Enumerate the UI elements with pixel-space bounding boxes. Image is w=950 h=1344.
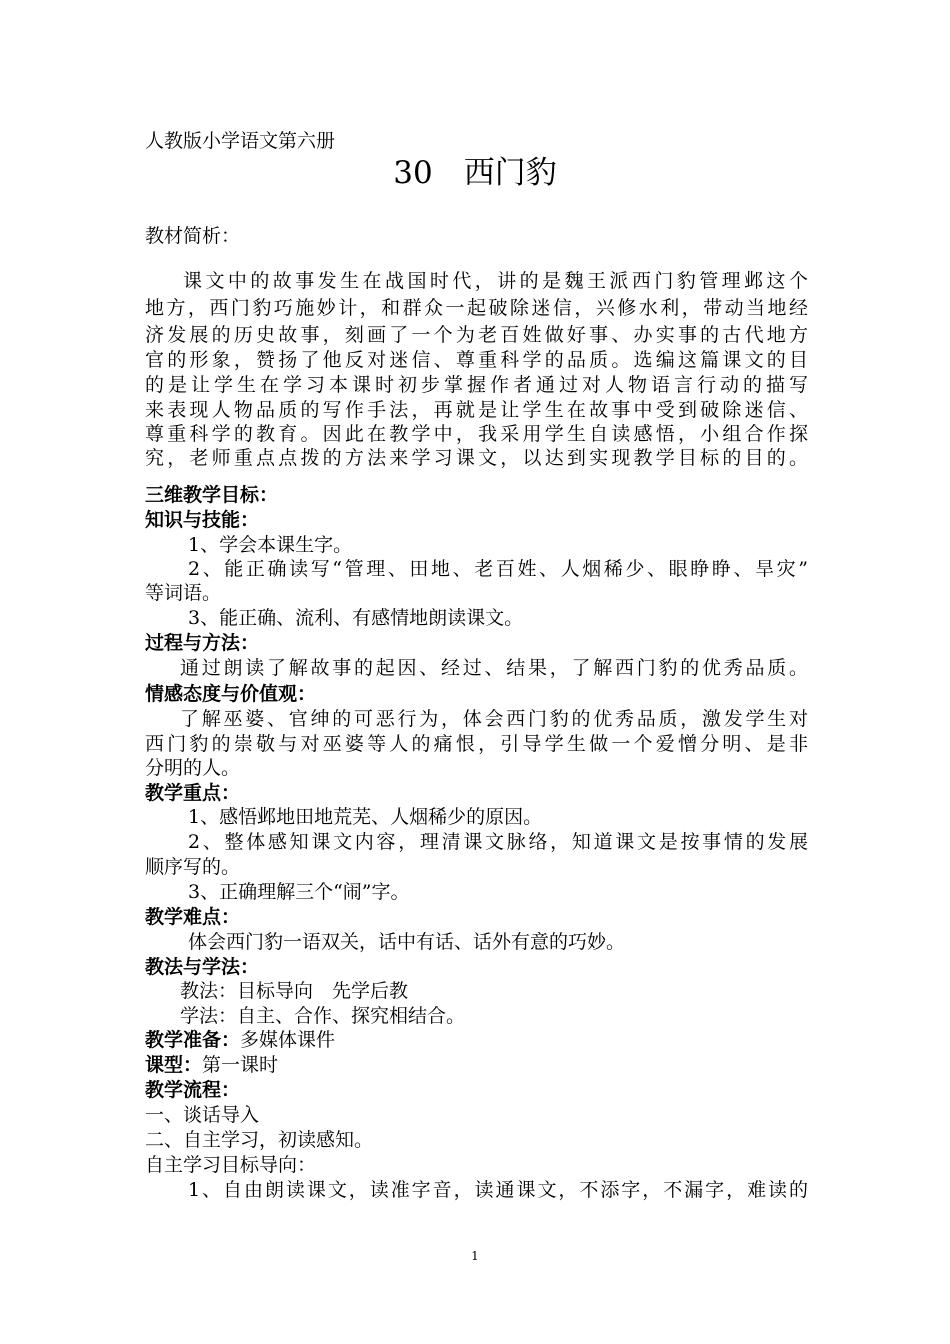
difficult-heading: 教学难点：: [145, 906, 241, 928]
analysis-line: 究，老师重点点拨的方法来学习课文，以达到实现教学目标的目的。: [145, 447, 808, 469]
knowledge-item: 1、学会本课生字。: [188, 534, 353, 556]
difficult-text: 体会西门豹一语双关，话中有话、话外有意的巧妙。: [188, 931, 626, 953]
flow-item: 一、谈话导入: [145, 1104, 260, 1126]
method-heading: 教法与学法：: [145, 956, 260, 978]
emotion-line: 了解巫婆、官绅的可恶行为，体会西门豹的优秀品质，激发学生对: [180, 708, 808, 730]
analysis-line: 济发展的历史故事，刻画了一个为老百姓做好事、办实事的古代地方: [145, 324, 808, 346]
prep-label: 教学准备：: [145, 1029, 241, 1051]
emotion-heading: 情感态度与价值观：: [145, 683, 317, 705]
knowledge-heading: 知识与技能：: [145, 509, 260, 531]
analysis-line: 来表现人物品质的写作手法，再就是让学生在故事中受到破除迷信、: [145, 399, 808, 421]
analysis-line: 官的形象，赞扬了他反对迷信、尊重科学的品质。选编这篇课文的目: [145, 349, 808, 371]
knowledge-item-continued: 等词语。: [145, 582, 222, 604]
flow-guide: 自主学习目标导向：: [145, 1154, 317, 1176]
key-item-continued: 顺序写的。: [145, 856, 241, 878]
header-text: 人教版小学语文第六册: [145, 130, 336, 152]
method-teach: 教法：目标导向 先学后教: [180, 980, 409, 1002]
key-item: 1、感悟邺地田地荒芜、人烟稀少的原因。: [188, 806, 543, 828]
method-learn: 学法：自主、合作、探究相结合。: [180, 1005, 466, 1027]
prep-row: [145, 1028, 335, 1052]
process-heading: 过程与方法：: [145, 632, 260, 654]
knowledge-item: 2、能正确读写“管理、田地、老百姓、人烟稀少、眼睁睁、旱灾”: [188, 558, 808, 580]
key-item: 3、正确理解三个“闹”字。: [188, 881, 410, 903]
page-number: 1: [471, 1249, 479, 1263]
emotion-line: 西门豹的崇敬与对巫婆等人的痛恨，引导学生做一个爱憎分明、是非: [145, 733, 808, 755]
flow-heading: 教学流程：: [145, 1079, 241, 1101]
key-item: 2、整体感知课文内容，理清课文脉络，知道课文是按事情的发展: [188, 831, 808, 853]
flow-item: 二、自主学习，初读感知。: [145, 1129, 374, 1151]
prep-value: 多媒体课件: [240, 1029, 336, 1051]
type-label: 课型：: [145, 1054, 203, 1076]
analysis-line: 的是让学生在学习本课时初步掌握作者通过对人物语言行动的描写: [145, 374, 808, 396]
analysis-heading: 教材简析：: [145, 225, 241, 247]
type-row: [145, 1053, 278, 1077]
goals-heading: 三维教学目标：: [145, 484, 279, 506]
analysis-line: 地方，西门豹巧施妙计，和群众一起破除迷信，兴修水利，带动当地经: [145, 297, 808, 319]
page-title: 30 西门豹: [393, 155, 557, 191]
emotion-line: 分明的人。: [145, 757, 241, 779]
knowledge-item: 3、能正确、流利、有感情地朗读课文。: [188, 607, 524, 629]
process-text: 通过朗读了解故事的起因、经过、结果，了解西门豹的优秀品质。: [180, 657, 808, 679]
analysis-line: 课文中的故事发生在战国时代，讲的是魏王派西门豹管理邺这个: [183, 270, 808, 292]
key-heading: 教学重点：: [145, 782, 241, 804]
flow-guide-item: 1、自由朗读课文，读准字音，读通课文，不添字，不漏字，难读的: [188, 1179, 808, 1201]
type-value: 第一课时: [202, 1054, 279, 1076]
analysis-line: 尊重科学的教育。因此在教学中，我采用学生自读感悟，小组合作探: [145, 423, 808, 445]
